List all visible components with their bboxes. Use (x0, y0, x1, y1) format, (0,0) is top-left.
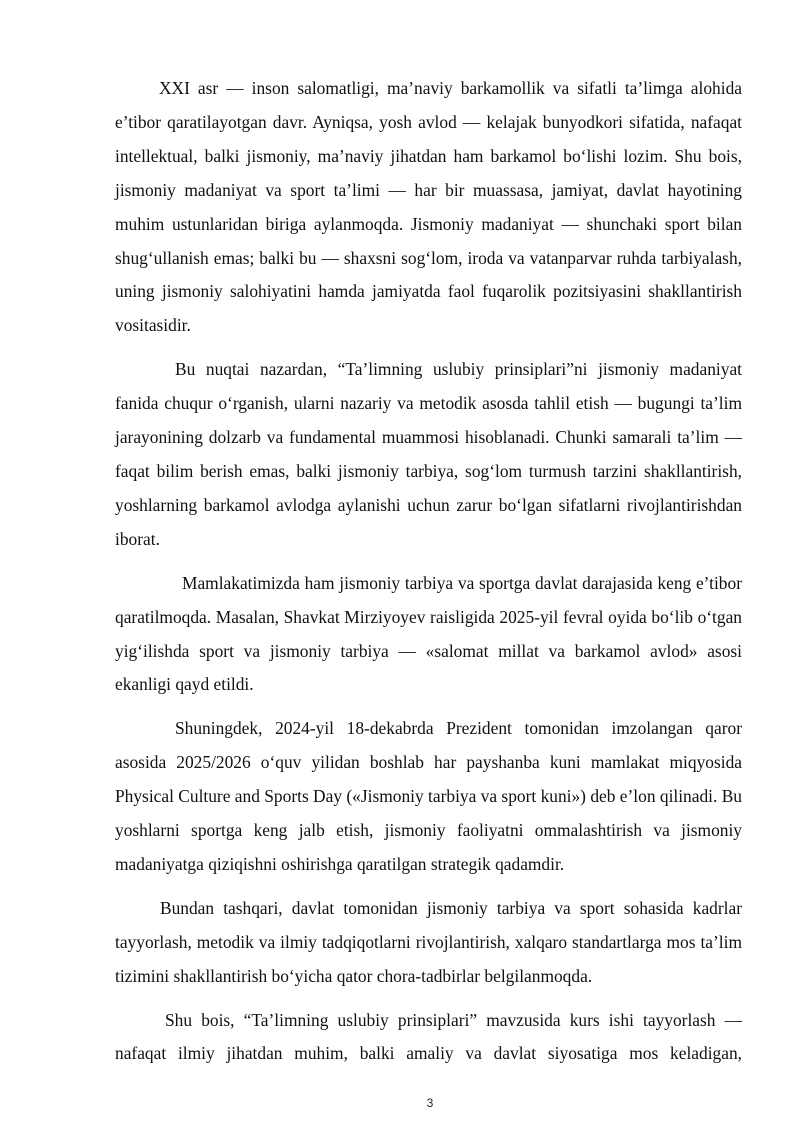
page-number: 3 (426, 1096, 434, 1110)
paragraph-5: Bundan tashqari, davlat tomonidan jismoniy tarbiya va sport sohasida kadrlar tayyorlash, metodik va ilmiy tadqiqotlarni rivojlantirish, xalqaro standartlarga mos ta’lim tizimini shakllantirish bo‘yicha qator chora-tadbirlar belgilanmoqda. (115, 897, 742, 986)
body-text (115, 72, 742, 1071)
paragraph-3: Mamlakatimizda ham jismoniy tarbiya va sportga davlat darajasida keng e’tibor qaratilmoqda. Masalan, Shavkat Mirziyoyev raisligida 2025-yil fevral oyida bo‘lib o‘tgan yig‘ilishda sport va jismoniy tarbiya — «salomat millat va barkamol avlod» asosi ekanligi qayd etildi. (115, 572, 742, 695)
paragraph-1: XXI asr — inson salomatligi, ma’naviy barkamollik va sifatli ta’limga alohida e’tibor qaratilayotgan davr. Ayniqsa, yosh avlod — kelajak bunyodkori sifatida, nafaqat intellektual, balki jismoniy, ma’naviy jihatdan ham barkamol bo‘lishi lozim. Shu bois, jismoniy madaniyat va sport ta’limi — har bir muassasa, jamiyat, davlat hayotining muhim ustunlaridan biriga aylanmoqda. Jismoniy madaniyat — shunchaki sport bilan shug‘ullanish emas; balki bu — shaxsni sog‘lom, iroda va vatanparvar ruhda tarbiyalash, uning jismoniy salohiyatini hamda jamiyatda faol fuqarolik pozitsiyasini shakllantirish vositasidir. (115, 78, 742, 336)
paragraph-4: Shuningdek, 2024-yil 18-dekabrda Prezident tomonidan imzolangan qaror asosida 2025/2026 o‘quv yilidan boshlab har payshanba kuni mamlakat miqyosida Physical Culture and Sports Day («Jismoniy tarbiya va sport kuni») deb e’lon qilinadi. Bu yoshlarni sportga keng jalb etish, jismoniy faoliyatni ommalashtirish va jismoniy madaniyatga qiziqishni oshirishga qaratilgan strategik qadamdir. (115, 718, 742, 874)
paragraph-6: Shu bois, “Ta’limning uslubiy prinsiplari” mavzusida kurs ishi tayyorlash — nafaqat ilmiy jihatdan muhim, balki amaliy va davlat siyosatiga mos keladigan, (115, 1009, 742, 1064)
paragraph-2: Bu nuqtai nazardan, “Ta’limning uslubiy prinsiplari”ni jismoniy madaniyat fanida chuqur o‘rganish, ularni nazariy va metodik asosda tahlil etish — bugungi ta’lim jarayonining dolzarb va fundamental muammosi hisoblanadi. Chunki samarali ta’lim — faqat bilim berish emas, balki jismoniy tarbiya, sog‘lom turmush tarzini shakllantirish, yoshlarning barkamol avlodga aylanishi uchun zarur bo‘lgan sifatlarni rivojlantirishdan iborat. (115, 359, 742, 549)
